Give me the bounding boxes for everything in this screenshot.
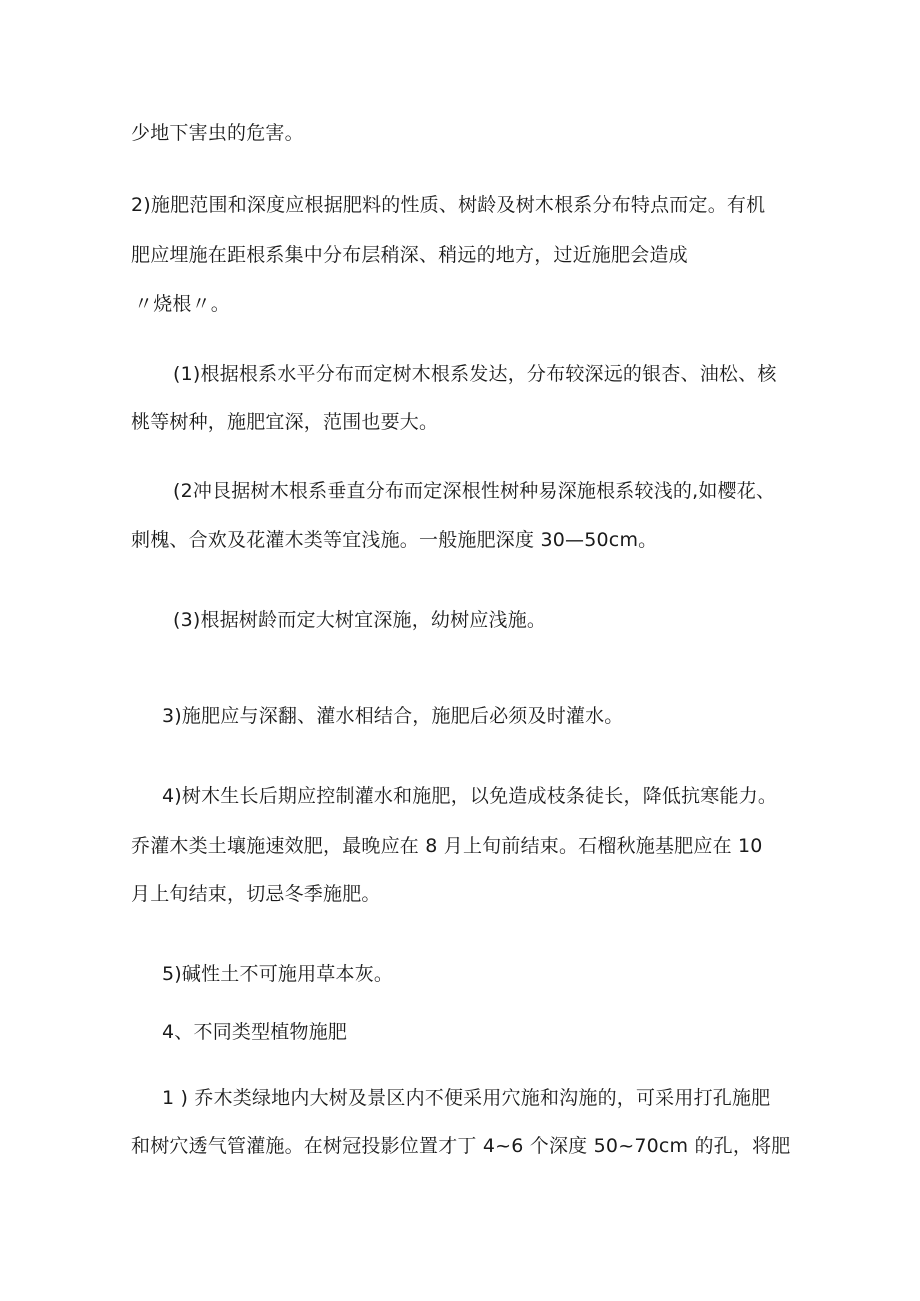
section-heading: 4、不同类型植物施肥 — [162, 1021, 348, 1043]
text-line: (1)根据根系水平分布而定树木根系发达，分布较深远的银杏、油松、核 — [173, 363, 777, 385]
text-line: 刺槐、合欢及花灌木类等宜浅施。一般施肥深度 30—50cm。 — [131, 529, 658, 551]
text-line: 桃等树种，施肥宜深，范围也要大。 — [131, 411, 439, 433]
text-line: 和树穴透气管灌施。在树冠投影位置才丁 4~6 个深度 50~70cm 的孔，将肥 — [131, 1135, 791, 1157]
text-line: 4)树木生长后期应控制灌水和施肥，以免造成枝条徒长，降低抗寒能力。 — [162, 785, 778, 807]
text-line: 少地下害虫的危害。 — [131, 122, 304, 144]
text-line: 乔灌木类土壤施速效肥，最晚应在 8 月上旬前结束。石榴秋施基肥应在 10 — [131, 835, 763, 857]
text-line: 1 ) 乔木类绿地内大树及景区内不便采用穴施和沟施的，可采用打孔施肥 — [162, 1087, 771, 1109]
text-line: (3)根据树龄而定大树宜深施，幼树应浅施。 — [173, 609, 547, 631]
text-line: 3)施肥应与深翻、灌水相结合，施肥后必须及时灌水。 — [162, 705, 624, 727]
text-line: 月上旬结束，切忌冬季施肥。 — [131, 883, 381, 905]
text-line: (2冲艮据树木根系垂直分布而定深根性树种易深施根系较浅的,如樱花、 — [173, 480, 776, 502]
text-line: 5)碱性土不可施用草本灰。 — [162, 963, 394, 985]
text-line: 肥应埋施在距根系集中分布层稍深、稍远的地方，过近施肥会造成 — [131, 244, 688, 266]
text-line: 〃烧根〃。 — [134, 293, 231, 315]
text-line: 2)施肥范围和深度应根据肥料的性质、树龄及树木根系分布特点而定。有机 — [131, 194, 766, 216]
